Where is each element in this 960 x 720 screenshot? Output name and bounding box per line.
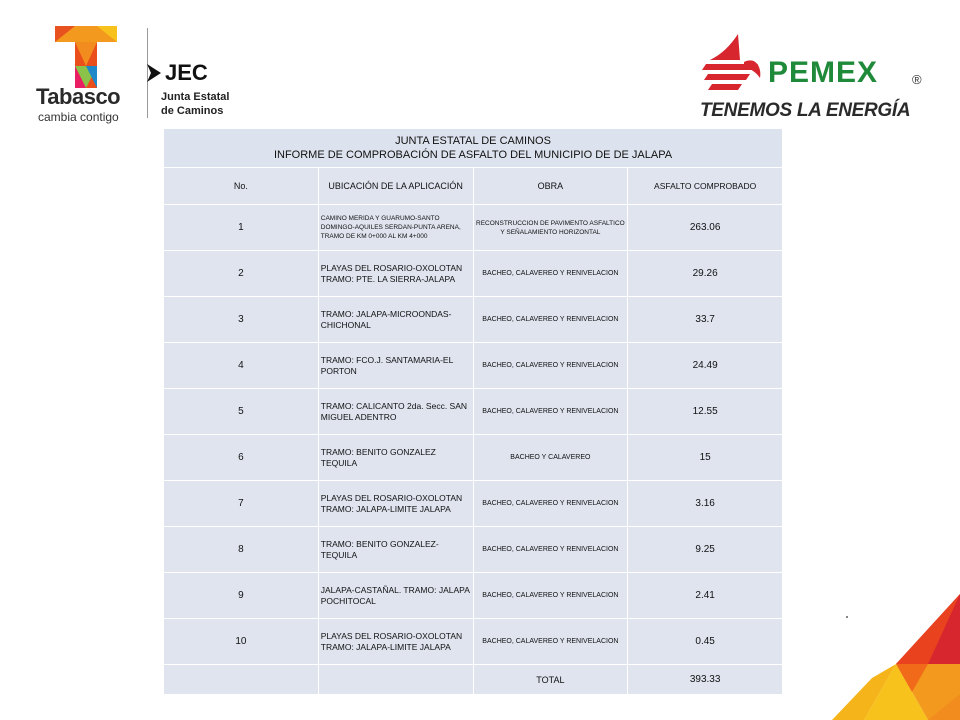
table-row	[164, 389, 783, 435]
row-no: 4	[164, 343, 319, 389]
row-no: 6	[164, 435, 319, 481]
row-work: RECONSTRUCCION DE PAVIMENTO ASFALTICO Y SEÑALAMIENTO HORIZONTAL	[473, 205, 628, 251]
row-no: 7	[164, 481, 319, 527]
total-label: TOTAL	[473, 665, 628, 695]
row-location: CAMINO MERIDA Y GUARUMO-SANTO DOMINGO-AQUILES SERDAN-PUNTA ARENA, TRAMO DE KM 0+000 AL KM 4+000	[318, 205, 473, 251]
row-work: BACHEO, CALAVEREO Y RENIVELACION	[473, 619, 628, 665]
row-no: 2	[164, 251, 319, 297]
row-asphalt: 263.06	[628, 205, 783, 251]
row-asphalt: 9.25	[628, 527, 783, 573]
pemex-slogan: TENEMOS LA ENERGÍA	[700, 100, 911, 121]
row-asphalt: 29.26	[628, 251, 783, 297]
tabasco-wordmark: Tabasco	[36, 84, 121, 109]
row-work: BACHEO, CALAVEREO Y RENIVELACION	[473, 389, 628, 435]
jec-acronym: JEC	[165, 60, 208, 85]
pemex-logo	[698, 30, 938, 126]
table-row	[164, 619, 783, 665]
row-no: 1	[164, 205, 319, 251]
row-work: BACHEO, CALAVEREO Y RENIVELACION	[473, 527, 628, 573]
row-no: 9	[164, 573, 319, 619]
table-row	[164, 481, 783, 527]
table-row	[164, 435, 783, 481]
table-title-row	[164, 129, 783, 168]
row-work: BACHEO, CALAVEREO Y RENIVELACION	[473, 481, 628, 527]
title-line-2: INFORME DE COMPROBACIÓN DE ASFALTO DEL MUNICIPIO DE DE JALAPA	[273, 149, 673, 161]
row-location: TRAMO: CALICANTO 2da. Secc. SAN MIGUEL ADENTRO	[318, 389, 473, 435]
row-no: 3	[164, 297, 319, 343]
table-row	[164, 527, 783, 573]
tabasco-t-icon	[55, 26, 117, 88]
row-location: PLAYAS DEL ROSARIO-OXOLOTAN TRAMO: JALAPA-LIMITE JALAPA	[318, 481, 473, 527]
row-location: TRAMO: JALAPA-MICROONDAS-CHICHONAL	[318, 297, 473, 343]
row-asphalt: 33.7	[628, 297, 783, 343]
jec-logo	[145, 58, 255, 122]
row-location: TRAMO: BENITO GONZALEZ-TEQUILA	[318, 527, 473, 573]
row-work: BACHEO Y CALAVEREO	[473, 435, 628, 481]
total-empty-no	[164, 665, 319, 695]
table-header-row	[164, 168, 783, 205]
corner-decoration	[832, 594, 960, 720]
row-work: BACHEO, CALAVEREO Y RENIVELACION	[473, 573, 628, 619]
row-work: BACHEO, CALAVEREO Y RENIVELACION	[473, 297, 628, 343]
total-empty-location	[318, 665, 473, 695]
table-total-row	[164, 665, 783, 695]
header-work: OBRA	[473, 168, 628, 205]
row-asphalt: 0.45	[628, 619, 783, 665]
arrow-right-icon	[147, 64, 161, 82]
pemex-eagle-icon	[700, 32, 766, 94]
tabasco-logo	[28, 26, 148, 126]
row-location: PLAYAS DEL ROSARIO-OXOLOTAN TRAMO: JALAPA-LIMITE JALAPA	[318, 619, 473, 665]
table-row	[164, 343, 783, 389]
table-row	[164, 297, 783, 343]
row-asphalt: 15	[628, 435, 783, 481]
row-location: JALAPA-CASTAÑAL. TRAMO: JALAPA POCHITOCAL	[318, 573, 473, 619]
row-asphalt: 12.55	[628, 389, 783, 435]
title-line-1: JUNTA ESTATAL DE CAMINOS	[395, 135, 551, 147]
table-row	[164, 205, 783, 251]
row-no: 10	[164, 619, 319, 665]
row-work: BACHEO, CALAVEREO Y RENIVELACION	[473, 343, 628, 389]
table-title	[164, 129, 783, 168]
row-asphalt: 2.41	[628, 573, 783, 619]
row-location: TRAMO: FCO.J. SANTAMARIA-EL PORTON	[318, 343, 473, 389]
header-asphalt: ASFALTO COMPROBADO	[628, 168, 783, 205]
row-location: TRAMO: BENITO GONZALEZ TEQUILA	[318, 435, 473, 481]
registered-mark: ®	[912, 72, 922, 87]
row-no: 8	[164, 527, 319, 573]
total-value: 393.33	[628, 665, 783, 695]
tabasco-slogan: cambia contigo	[38, 110, 119, 124]
table-row	[164, 573, 783, 619]
row-location: PLAYAS DEL ROSARIO-OXOLOTAN TRAMO: PTE. LA SIERRA-JALAPA	[318, 251, 473, 297]
jec-line-1: Junta Estatal	[161, 91, 230, 103]
table-row	[164, 251, 783, 297]
pemex-wordmark: PEMEX	[768, 56, 879, 89]
jec-line-2: de Caminos	[161, 105, 224, 117]
header-location: UBICACIÓN DE LA APLICACIÓN	[318, 168, 473, 205]
asphalt-report-table	[163, 128, 783, 695]
row-asphalt: 3.16	[628, 481, 783, 527]
row-asphalt: 24.49	[628, 343, 783, 389]
row-no: 5	[164, 389, 319, 435]
row-work: BACHEO, CALAVEREO Y RENIVELACION	[473, 251, 628, 297]
header-no: No.	[164, 168, 319, 205]
